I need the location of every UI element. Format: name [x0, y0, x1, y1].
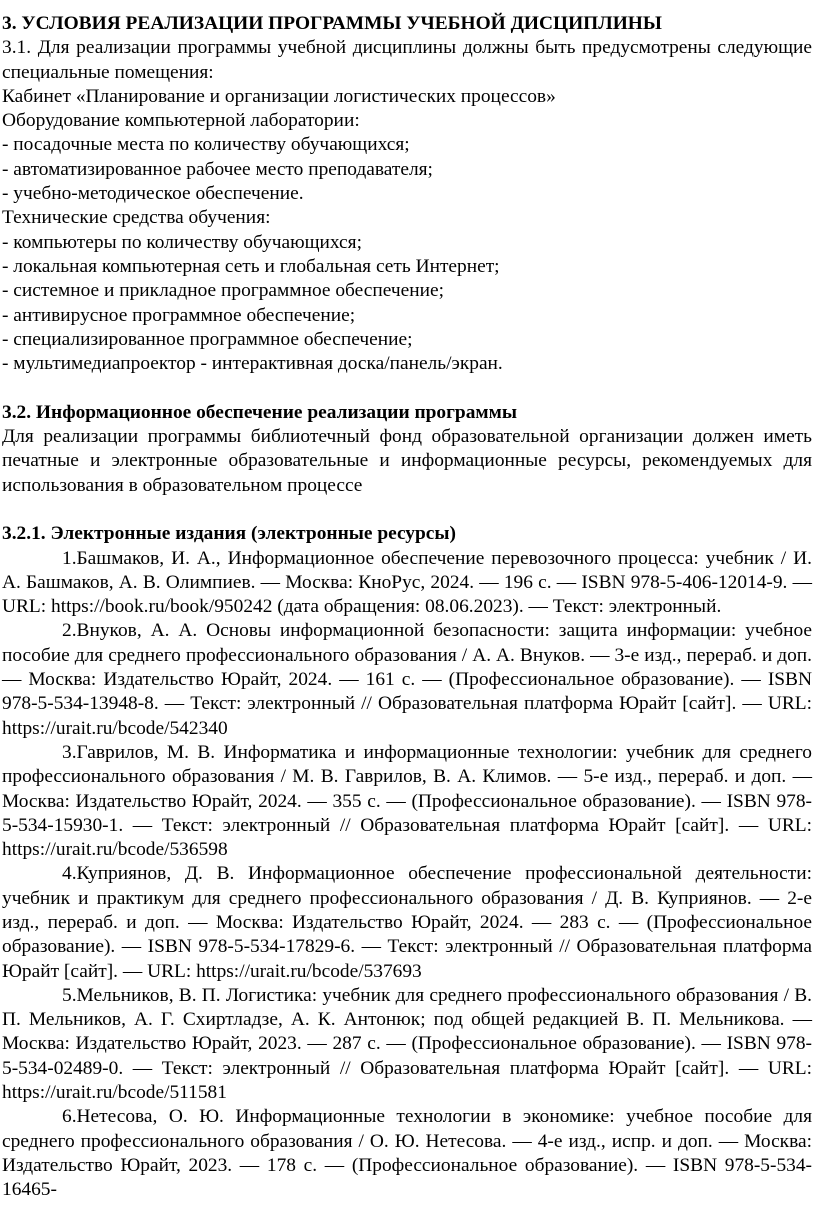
reference-text: Нетесова, О. Ю. Информационные технологии в экономике: учебное пособие для среднего профессионального образования / О. Ю. Нетесова. — 4-е изд., испр. и доп. — Москва: Издательство Юрайт, 2023. — 178 с. — (Профессиональное образование). — ISBN 978-5-534-16465-	[2, 1106, 812, 1201]
reference-number: 1.	[62, 547, 77, 569]
paragraph-3-2: Для реализации программы библиотечный фонд образовательной организации должен иметь печатные и электронные образовательные и информационные ресурсы, рекомендуемых для использования в образовательном процессе	[2, 426, 812, 496]
reference-number: 2.	[62, 620, 77, 642]
tech-item: - системное и прикладное программное обеспечение;	[2, 280, 444, 302]
equipment-item: - посадочные места по количеству обучающихся;	[2, 134, 410, 156]
paragraph-3-1: 3.1. Для реализации программы учебной дисциплины должны быть предусмотрены следующие специальные помещения:	[2, 37, 812, 83]
reference-text: Гаврилов, М. В. Информатика и информационные технологии: учебник для среднего профессионального образования / М. В. Гаврилов, В. А. Климов. — 5-е изд., перераб. и доп. — Москва: Издательство Юрайт, 2024. — 355 с. — (Профессиональное образование). — ISBN 978-5-534-15930-1. — Текст: электронный // Образовательная платформа Юрайт [сайт]. — URL: https://urait.ru/bcode/536598	[2, 741, 812, 861]
reference-item	[2, 1105, 812, 1202]
equipment-item: - учебно-методическое обеспечение.	[2, 183, 304, 205]
section-3-2-1-title: 3.2.1. Электронные издания (электронные ресурсы)	[2, 523, 456, 545]
tech-item: - специализированное программное обеспечение;	[2, 328, 413, 350]
tech-item: - локальная компьютерная сеть и глобальная сеть Интернет;	[2, 255, 500, 277]
reference-item	[2, 547, 812, 620]
tech-item: - мультимедиапроектор - интерактивная доска/панель/экран.	[2, 353, 503, 375]
reference-number: 3.	[62, 741, 77, 763]
reference-number: 6.	[62, 1106, 77, 1128]
reference-item	[2, 984, 812, 1105]
reference-text: Внуков, А. А. Основы информационной безопасности: защита информации: учебное пособие для среднего профессионального образования / А. А. Внуков. — 3-е изд., перераб. и доп. — Москва: Издательство Юрайт, 2024. — 161 с. — (Профессиональное образование). — ISBN 978-5-534-13948-8. — Текст: электронный // Образовательная платформа Юрайт [сайт]. — URL: https://urait.ru/bcode/542340	[2, 620, 812, 739]
reference-number: 4.	[62, 863, 77, 885]
reference-text: Башмаков, И. А., Информационное обеспечение перевозочного процесса: учебник / И. А. Башмаков, А. В. Олимпиев. — Москва: КноРус, 2024. — 196 с. — ISBN 978-5-406-12014-9. — URL: https://book.ru/book/950242 (дата обращения: 08.06.2023). — Текст: электронный.	[2, 547, 812, 618]
reference-number: 5.	[62, 984, 77, 1006]
spacer	[2, 498, 812, 522]
section-3-2-title: 3.2. Информационное обеспечение реализации программы	[2, 401, 517, 423]
equipment-title: Оборудование компьютерной лаборатории:	[2, 110, 360, 132]
reference-text: Мельников, В. П. Логистика: учебник для среднего профессионального образования / В. П. Мельников, А. Г. Схиртладзе, А. К. Антонюк; под общей редакцией В. П. Мельникова. — Москва: Издательство Юрайт, 2023. — 287 с. — (Профессиональное образование). — ISBN 978-5-534-02489-0. — Текст: электронный // Образовательная платформа Юрайт [сайт]. — URL: https://urait.ru/bcode/511581	[2, 984, 812, 1104]
spacer	[2, 376, 812, 400]
tech-item: - антивирусное программное обеспечение;	[2, 304, 356, 326]
reference-item	[2, 619, 812, 740]
tech-title: Технические средства обучения:	[2, 207, 271, 229]
reference-item	[2, 862, 812, 983]
equipment-item: - автоматизированное рабочее место преподавателя;	[2, 158, 433, 180]
reference-item	[2, 741, 812, 862]
tech-item: - компьютеры по количеству обучающихся;	[2, 231, 362, 253]
section-3-title: 3. УСЛОВИЯ РЕАЛИЗАЦИИ ПРОГРАММЫ УЧЕБНОЙ ДИСЦИПЛИНЫ	[2, 13, 662, 34]
reference-text: Куприянов, Д. В. Информационное обеспечение профессиональной деятельности: учебник и практикум для среднего профессионального образования / Д. В. Куприянов. — 2-е изд., перераб. и доп. — Москва: Издательство Юрайт, 2024. — 283 с. — (Профессиональное образование). — ISBN 978-5-534-17829-6. — Текст: электронный // Образовательная платформа Юрайт [сайт]. — URL: https://urait.ru/bcode/537693	[2, 863, 812, 982]
cabinet-line: Кабинет «Планирование и организации логистических процессов»	[2, 85, 556, 107]
